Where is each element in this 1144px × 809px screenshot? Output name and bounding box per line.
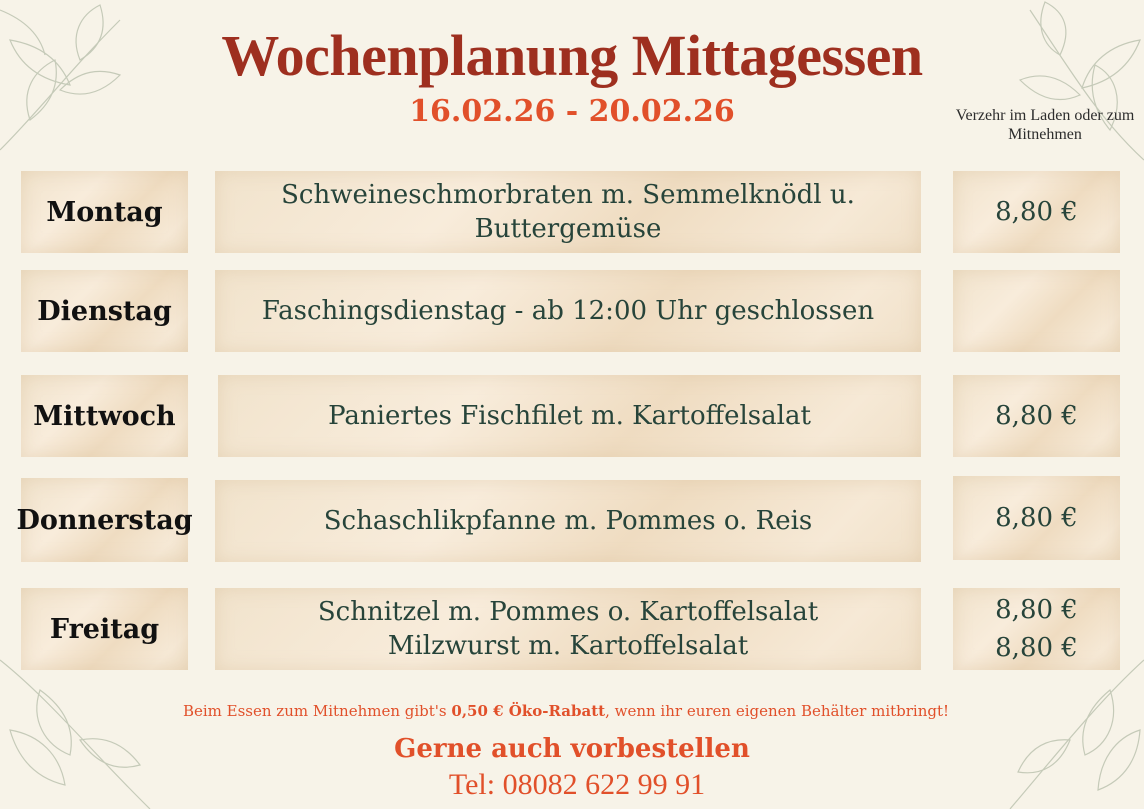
meal-line: Schnitzel m. Pommes o. Kartoffelsalat: [317, 597, 819, 627]
day-label-mittwoch: Mittwoch: [21, 375, 188, 457]
price-column-header: Verzehr im Laden oder zum Mitnehmen: [955, 107, 1135, 143]
meal-line: Paniertes Fischfilet m. Kartoffelsalat: [328, 401, 811, 431]
day-label-montag: Montag: [21, 171, 188, 253]
price-montag: [953, 171, 1120, 253]
price-mittwoch: [953, 375, 1120, 457]
meal-line: Faschingsdienstag - ab 12:00 Uhr geschlossen: [261, 296, 875, 326]
meal-line: Schweineschmorbraten m. Semmelknödl u.: [281, 180, 855, 210]
date-range: 16.02.26 - 20.02.26: [409, 94, 735, 129]
meal-line: Milzwurst m. Kartoffelsalat: [387, 631, 749, 661]
meal-freitag: [215, 588, 921, 670]
price-freitag: [953, 588, 1120, 670]
meal-line: Buttergemüse: [474, 214, 662, 244]
phone-number: Tel: 08082 622 99 91: [448, 768, 706, 801]
eco-discount-note: Beim Essen zum Mitnehmen gibt's 0,50 € Öko-Rabatt, wenn ihr euren eigenen Behälter mitbringt!: [182, 702, 950, 720]
meal-line: Schaschlikpfanne m. Pommes o. Reis: [323, 506, 813, 536]
day-label-dienstag: Dienstag: [21, 270, 188, 352]
day-label-donnerstag: Donnerstag: [21, 478, 188, 562]
price-value: 8,80 €: [995, 401, 1078, 431]
price-value: 8,80 €: [995, 197, 1078, 227]
price-value: 8,80 €: [995, 595, 1078, 625]
price-value: 8,80 €: [995, 503, 1078, 533]
meal-mittwoch: [218, 375, 921, 457]
price-donnerstag: [953, 476, 1120, 560]
meal-montag: [215, 171, 921, 253]
day-label-freitag: Freitag: [21, 588, 188, 670]
meal-dienstag: [215, 270, 921, 352]
meal-donnerstag: [215, 480, 921, 562]
page-title: Wochenplanung Mittagessen: [221, 23, 923, 88]
price-dienstag: [953, 270, 1120, 352]
price-value: 8,80 €: [995, 633, 1078, 663]
preorder-text: Gerne auch vorbestellen: [394, 734, 750, 764]
